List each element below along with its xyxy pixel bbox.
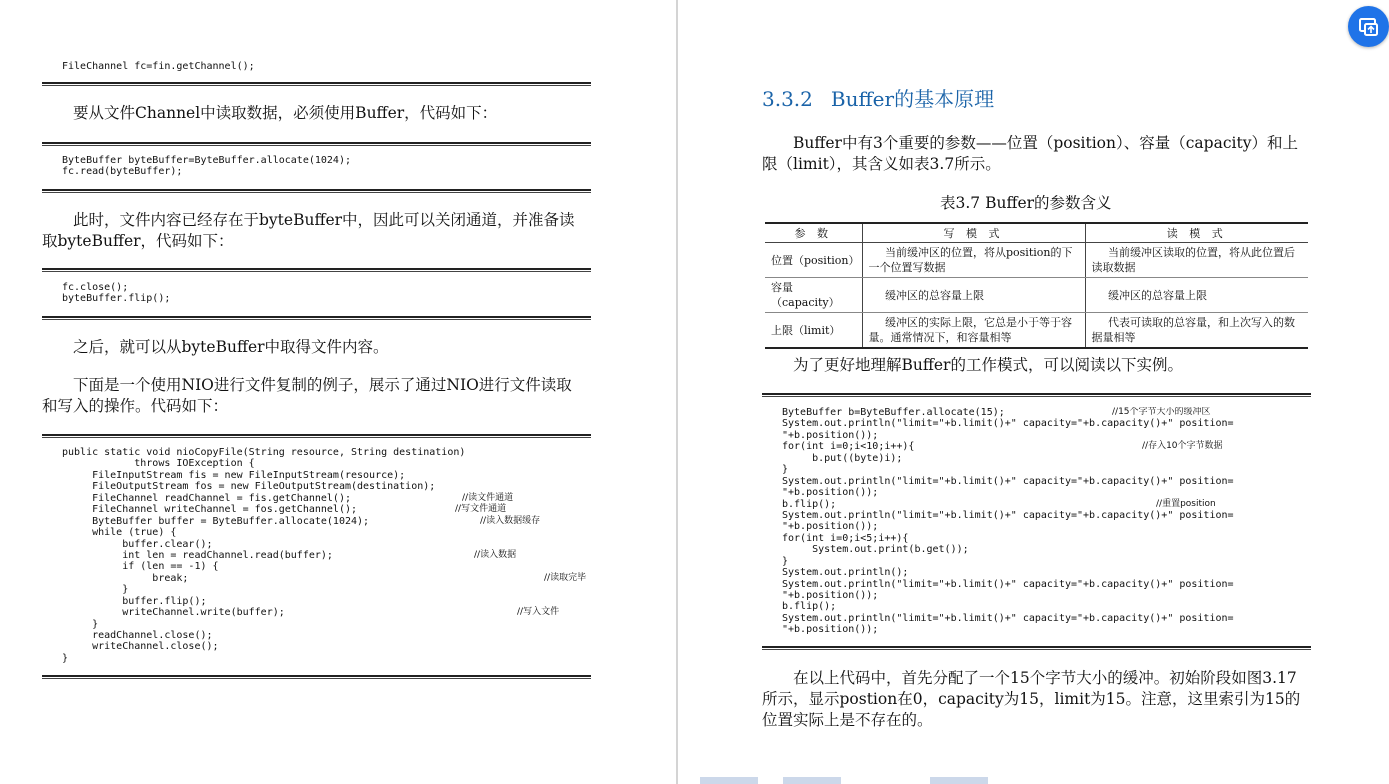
code-line bbox=[62, 584, 590, 595]
code-line bbox=[782, 590, 1307, 601]
code-rule bbox=[42, 189, 591, 193]
code-text: } bbox=[62, 618, 99, 630]
paragraph: Buffer中有3个重要的参数——位置（position）、容量（capacity）和上限（limit），其含义如表3.7所示。 bbox=[762, 134, 1298, 173]
code-line bbox=[782, 430, 1307, 441]
code-text: FileOutputStream fos = new FileOutputStream(destination); bbox=[62, 481, 436, 493]
code-text: if (len == -1) { bbox=[62, 561, 219, 573]
code-text: "+b.position()); bbox=[782, 487, 879, 499]
code-text: for(int i=0;i<5;i++){ bbox=[782, 532, 909, 544]
code-comment: //重置position bbox=[1156, 498, 1216, 509]
code-text: while (true) { bbox=[62, 527, 177, 539]
code-line bbox=[62, 527, 590, 538]
code-line bbox=[782, 579, 1307, 590]
code-line bbox=[782, 533, 1307, 544]
code-rule bbox=[42, 142, 591, 146]
code-text: FileInputStream fis = new FileInputStream(resource); bbox=[62, 469, 406, 481]
code-line bbox=[782, 407, 1307, 418]
code-line bbox=[62, 596, 590, 607]
code-text: "+b.position()); bbox=[782, 590, 879, 601]
code-line bbox=[62, 573, 590, 584]
code-line bbox=[782, 567, 1307, 578]
table-caption: 表3.7 Buffer的参数含义 bbox=[940, 194, 1112, 212]
code-text: System.out.println("limit="+b.limit()+" capacity="+b.capacity()+" position= bbox=[782, 578, 1234, 590]
code-text: FileChannel readChannel = fis.getChannel(); bbox=[62, 492, 351, 504]
code-line bbox=[62, 481, 590, 492]
code-text: ByteBuffer b=ByteBuffer.allocate(15); bbox=[782, 407, 1005, 418]
code-line bbox=[782, 556, 1307, 567]
table-cell-read: 缓冲区的总容量上限 bbox=[1085, 278, 1308, 313]
code-line bbox=[782, 601, 1307, 612]
code-line bbox=[62, 607, 590, 618]
code-text: writeChannel.write(buffer); bbox=[62, 607, 285, 619]
code-text: FileChannel writeChannel = fos.getChannel(); bbox=[62, 504, 358, 516]
code-comment: //读入数据 bbox=[474, 549, 517, 560]
code-line bbox=[782, 453, 1307, 464]
code-line bbox=[62, 470, 590, 481]
code-comment: //15个字节大小的缓冲区 bbox=[1112, 407, 1211, 417]
section-title: Buffer的基本原理 bbox=[830, 87, 995, 111]
code-line bbox=[62, 630, 590, 641]
code-text: } bbox=[782, 464, 789, 476]
table-cell-write: 缓冲区的实际上限，它总是小于等于容量。通常情况下，和容量相等 bbox=[862, 313, 1085, 349]
section-number: 3.3.2 bbox=[762, 87, 813, 111]
page-thumbnail-strip bbox=[930, 777, 988, 784]
code-comment: //读取完毕 bbox=[544, 572, 587, 583]
table-header-write: 写 模 式 bbox=[862, 223, 1085, 243]
code-comment: //读入数据缓存 bbox=[480, 515, 541, 526]
code-rule bbox=[762, 393, 1311, 397]
paragraph: 为了更好地理解Buffer的工作模式，可以阅读以下实例。 bbox=[793, 356, 1183, 374]
code-text: public static void nioCopyFile(String resource, String destination) bbox=[62, 447, 466, 458]
paragraph: 在以上代码中，首先分配了一个15个字节大小的缓冲。初始阶段如图3.17所示，显示postion在0，capacity为15，limit为15。注意，这里索引为15的位置实际上是不存在的。 bbox=[762, 669, 1301, 729]
code-line bbox=[62, 504, 590, 515]
table-cell-write: 当前缓冲区的位置，将从position的下一个位置写数据 bbox=[862, 243, 1085, 278]
left-page bbox=[0, 0, 676, 784]
code-text: } bbox=[62, 584, 129, 596]
code-text: break; bbox=[62, 572, 189, 584]
code-rule bbox=[42, 82, 591, 86]
code-text: "+b.position()); bbox=[782, 624, 879, 636]
code-line bbox=[62, 493, 590, 504]
code-line bbox=[62, 447, 590, 458]
code-text: System.out.println("limit="+b.limit()+" capacity="+b.capacity()+" position= bbox=[782, 475, 1234, 487]
code-line bbox=[782, 476, 1307, 487]
page-thumbnail-strip bbox=[700, 777, 758, 784]
code-rule bbox=[42, 268, 591, 272]
screenshot-share-button[interactable] bbox=[1348, 6, 1389, 47]
table-cell-read: 当前缓冲区读取的位置，将从此位置后读取数据 bbox=[1085, 243, 1308, 278]
table-cell-param: 容量（capacity） bbox=[765, 278, 862, 313]
code-text: "+b.position()); bbox=[782, 521, 879, 533]
code-text: System.out.println("limit="+b.limit()+" capacity="+b.capacity()+" position= bbox=[782, 418, 1234, 430]
table-row bbox=[765, 278, 1308, 313]
code-block-buffer-demo bbox=[782, 407, 1307, 636]
table-cell-read: 代表可读取的总容量，和上次写入的数据量相等 bbox=[1085, 313, 1308, 349]
code-comment: //存入10个字节数据 bbox=[1142, 441, 1223, 452]
paragraph: 此时，文件内容已经存在于byteBuffer中，因此可以关闭通道，并准备读取byteBuffer，代码如下： bbox=[42, 211, 575, 250]
code-text: readChannel.close(); bbox=[62, 630, 213, 641]
code-line bbox=[62, 641, 590, 652]
code-text: "+b.position()); bbox=[782, 429, 879, 441]
code-line bbox=[782, 418, 1307, 429]
code-line bbox=[782, 499, 1307, 510]
code-text: buffer.flip(); bbox=[62, 595, 207, 607]
table-cell-param: 上限（limit） bbox=[771, 323, 841, 337]
code-rule bbox=[42, 675, 591, 679]
code-block-get-channel: FileChannel fc=fin.getChannel(); bbox=[62, 61, 255, 72]
code-text: writeChannel.close(); bbox=[62, 641, 219, 653]
code-line bbox=[782, 487, 1307, 498]
code-text: for(int i=0;i<10;i++){ bbox=[782, 441, 915, 453]
code-line bbox=[782, 464, 1307, 475]
code-text: ByteBuffer buffer = ByteBuffer.allocate(1024); bbox=[62, 515, 370, 527]
paragraph: 之后，就可以从byteBuffer中取得文件内容。 bbox=[73, 338, 389, 356]
code-text: throws IOException { bbox=[62, 458, 255, 470]
code-block-nio-copy bbox=[62, 447, 590, 664]
code-line bbox=[782, 613, 1307, 624]
code-text: } bbox=[782, 555, 789, 567]
paragraph: 要从文件Channel中读取数据，必须使用Buffer，代码如下： bbox=[73, 104, 498, 122]
right-page bbox=[678, 0, 1389, 784]
code-line bbox=[782, 624, 1307, 635]
code-block-read-buffer: ByteBuffer byteBuffer=ByteBuffer.allocate(1024); fc.read(byteBuffer); bbox=[62, 155, 351, 178]
code-text: System.out.println("limit="+b.limit()+" capacity="+b.capacity()+" position= bbox=[782, 509, 1234, 521]
code-rule bbox=[42, 434, 591, 438]
table-cell-write: 缓冲区的总容量上限 bbox=[862, 278, 1085, 313]
code-line bbox=[782, 441, 1307, 452]
code-comment: //读文件通道 bbox=[462, 492, 514, 503]
code-block-close-flip: fc.close(); byteBuffer.flip(); bbox=[62, 282, 171, 305]
table-header-read: 读 模 式 bbox=[1085, 223, 1308, 243]
code-comment: //写文件通道 bbox=[455, 504, 507, 515]
code-line bbox=[62, 653, 590, 664]
code-text: b.put((byte)i); bbox=[782, 452, 903, 464]
code-rule bbox=[762, 646, 1311, 650]
page-thumbnail-strip bbox=[783, 777, 841, 784]
code-text: buffer.clear(); bbox=[62, 538, 213, 550]
code-line bbox=[62, 550, 590, 561]
table-cell-param: 位置（position） bbox=[765, 243, 862, 278]
code-text: b.flip(); bbox=[782, 601, 837, 613]
code-line bbox=[62, 619, 590, 630]
section-heading bbox=[762, 83, 994, 112]
code-line bbox=[62, 516, 590, 527]
table-row bbox=[765, 243, 1308, 278]
code-line bbox=[62, 539, 590, 550]
paragraph: 下面是一个使用NIO进行文件复制的例子，展示了通过NIO进行文件读取和写入的操作。代码如下： bbox=[42, 376, 572, 415]
code-line bbox=[62, 458, 590, 469]
code-line bbox=[782, 544, 1307, 555]
code-line bbox=[782, 510, 1307, 521]
code-text: b.flip(); bbox=[782, 498, 837, 510]
code-line bbox=[62, 561, 590, 572]
code-text: System.out.println(); bbox=[782, 567, 909, 579]
table-header-param: 参 数 bbox=[765, 223, 862, 243]
buffer-params-table bbox=[765, 222, 1308, 349]
code-comment: //写入文件 bbox=[517, 607, 560, 618]
code-line bbox=[782, 521, 1307, 532]
code-text: int len = readChannel.read(buffer); bbox=[62, 549, 333, 561]
code-text: } bbox=[62, 652, 69, 664]
code-text: System.out.println("limit="+b.limit()+" capacity="+b.capacity()+" position= bbox=[782, 612, 1234, 624]
code-text: System.out.print(b.get()); bbox=[782, 544, 969, 556]
code-rule bbox=[42, 316, 591, 320]
table-row bbox=[765, 313, 1308, 349]
